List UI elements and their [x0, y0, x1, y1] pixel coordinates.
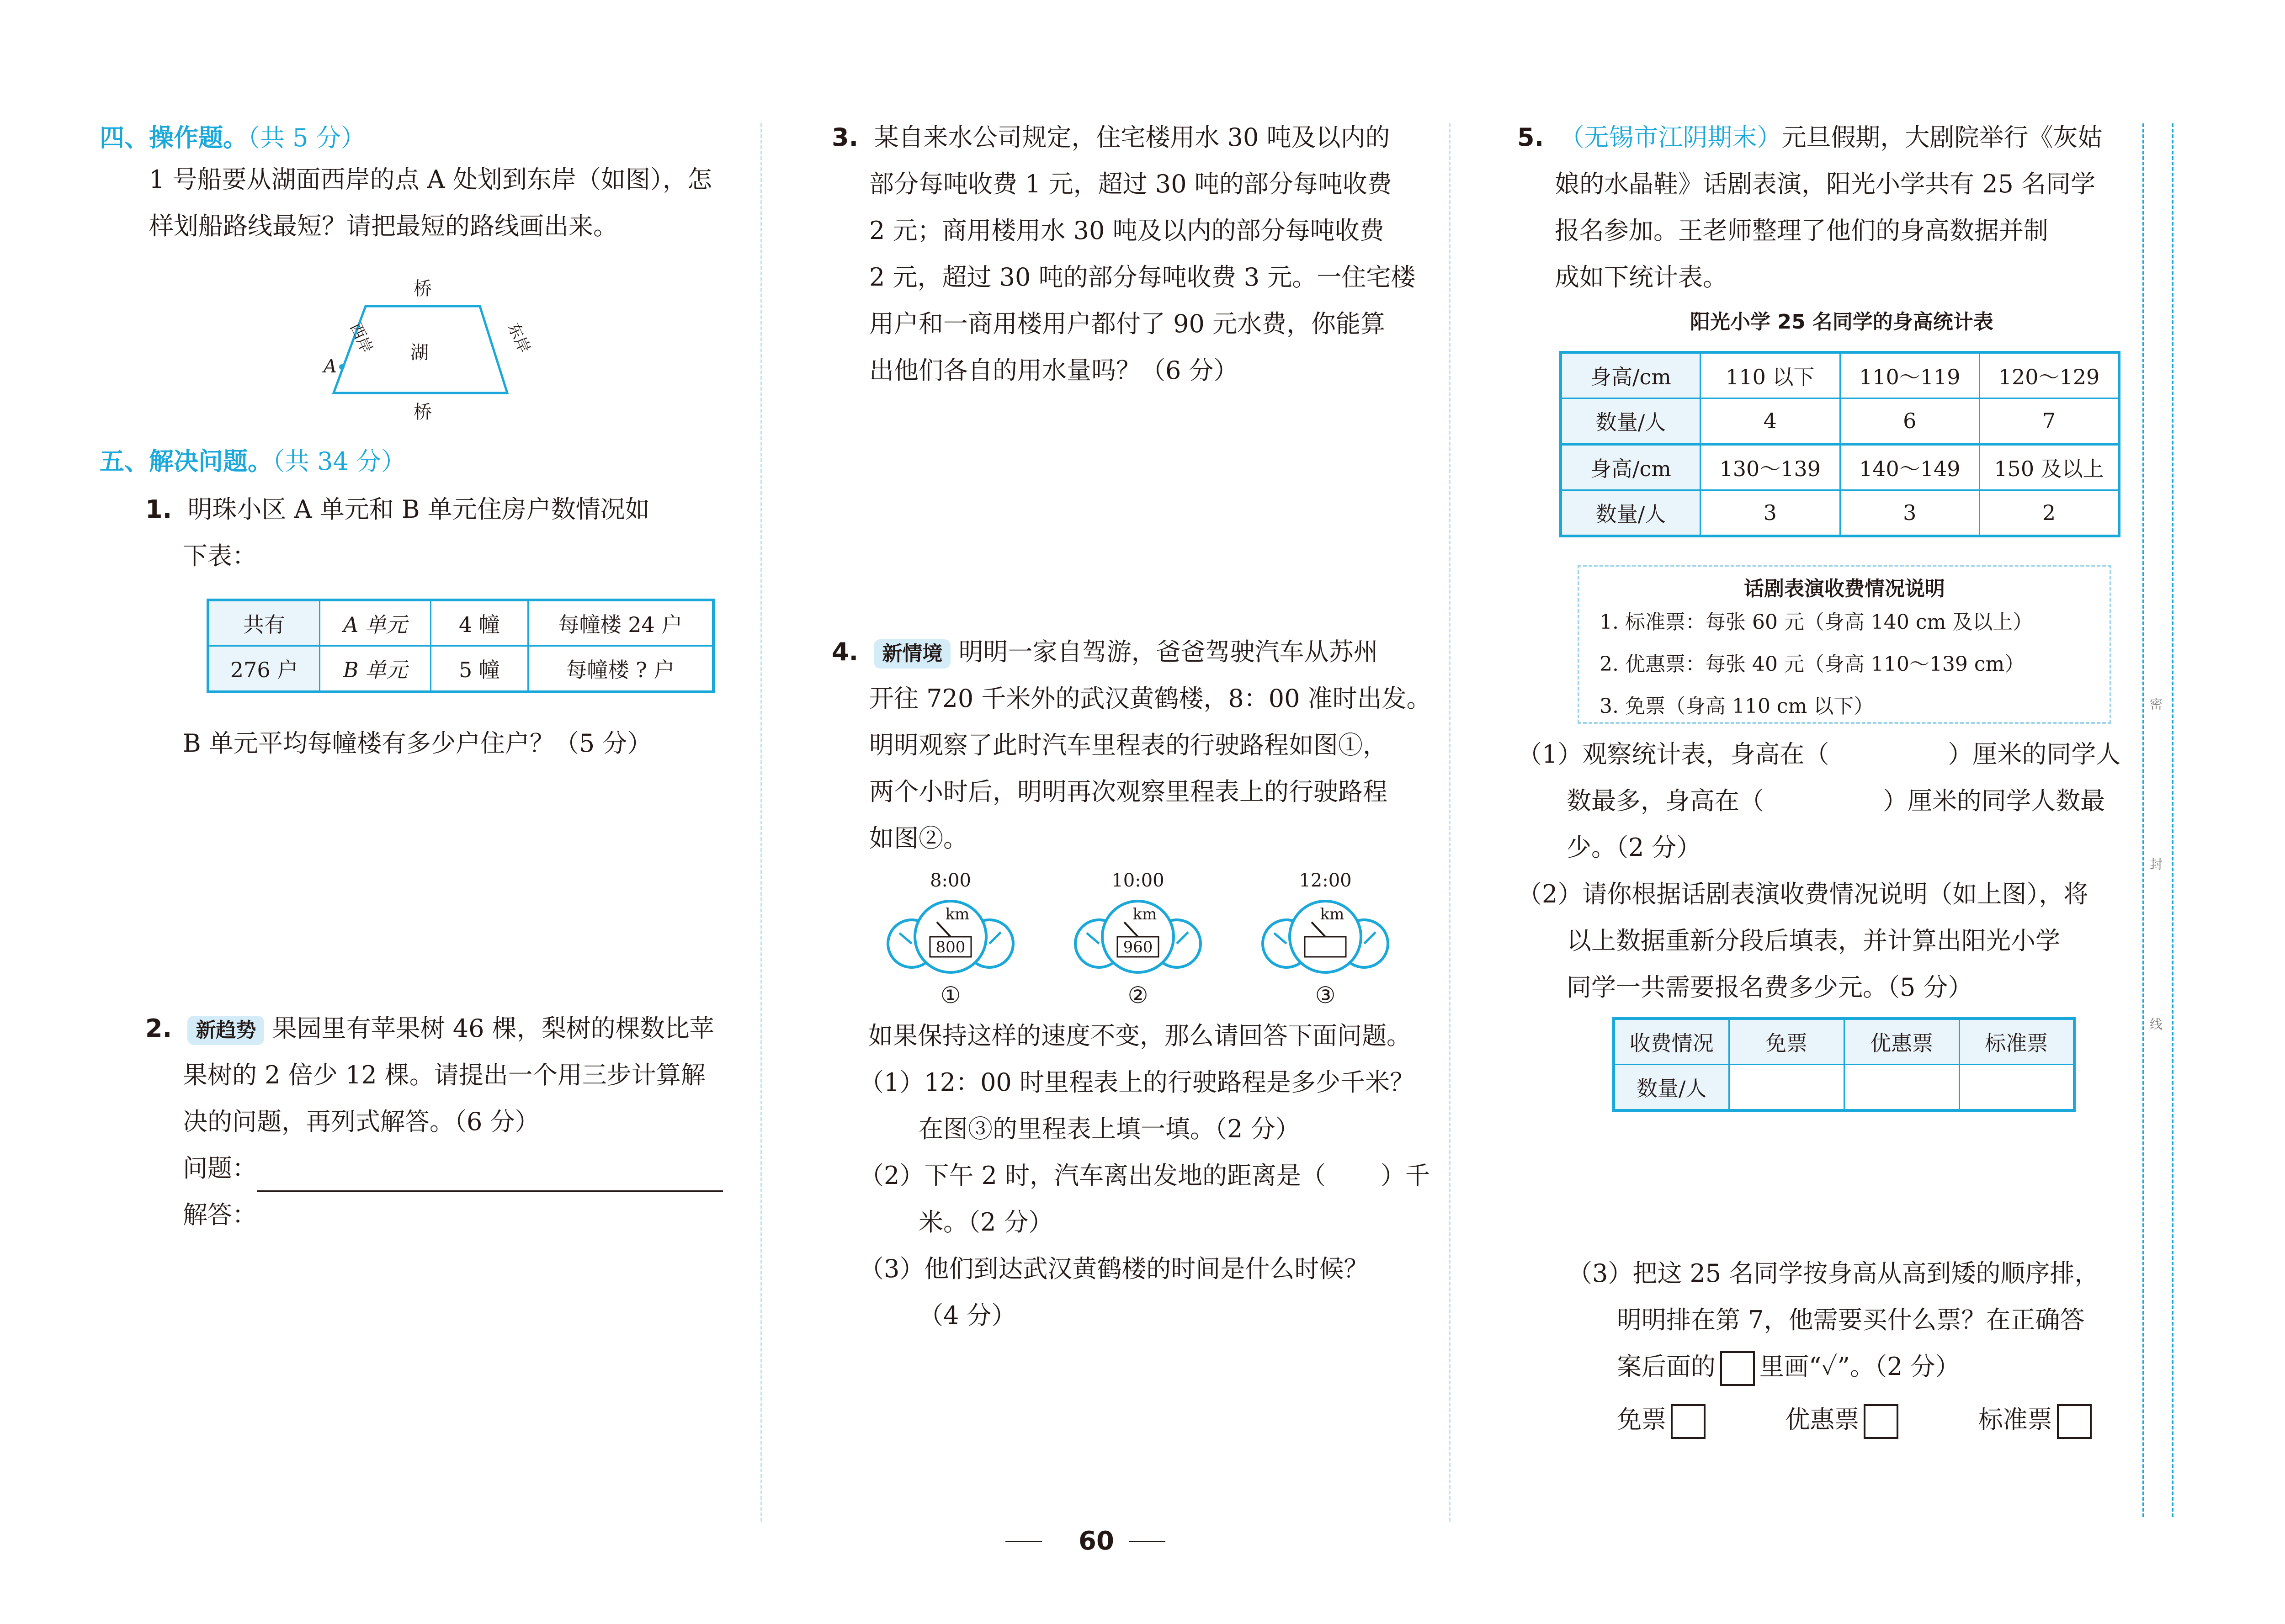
table-cell: 优惠票 [1844, 1019, 1959, 1065]
question-1 [145, 486, 749, 579]
table-cell: 276 户 [208, 646, 320, 692]
section-five-header [100, 443, 749, 480]
text-line: （2）下午 2 时，汽车离出发地的距离是（ [859, 1161, 1326, 1190]
question-5 [1517, 114, 2130, 301]
table-row [1561, 490, 2119, 536]
binding-char: 线 [2150, 1017, 2163, 1032]
text-line: 少。（2 分） [1567, 833, 1701, 862]
question-5-sub-1-2 [1517, 731, 2139, 1011]
text-line: 2 元，超过 30 吨的部分每吨收费 3 元。一住宅楼 [869, 263, 1416, 292]
text-line: 数最多，身高在（ [1567, 786, 1764, 815]
page-dash-left [1005, 1541, 1042, 1542]
text-line: 某自来水公司规定，住宅楼用水 30 吨及以内的 [874, 123, 1390, 152]
fee-input-cell[interactable] [1844, 1065, 1959, 1111]
figure-mark: ③ [1315, 982, 1336, 1008]
text-line: 如图②。 [869, 824, 968, 853]
fee-note: 1. 标准票：每张 60 元（身高 140 cm 及以上） [1600, 610, 2033, 634]
text-line: ）厘米的同学人 [1948, 740, 2121, 769]
text-line: 元旦假期，大剧院举行《灰姑 [1781, 123, 2103, 152]
height-table-title: 阳光小学 25 名同学的身高统计表 [1690, 310, 1993, 334]
text-line: 样划船路线最短？请把最短的路线画出来。 [149, 212, 618, 240]
text-line: 米。（2 分） [919, 1208, 1053, 1237]
text-line: 案后面的 [1617, 1352, 1716, 1381]
fee-notes-title: 话剧表演收费情况说明 [1744, 577, 1945, 600]
odometer-1 [888, 870, 1013, 1008]
odometer-figures [882, 868, 1430, 1014]
table-row [208, 646, 713, 692]
table-cell: 3 [1840, 490, 1980, 536]
west-bank-label: 西岸 [346, 320, 376, 356]
odometer-3 [1263, 870, 1388, 1008]
page-dash-right [1129, 1541, 1165, 1542]
table-cell: 每幢楼 24 户 [528, 600, 714, 646]
question-1-ask: B 单元平均每幢楼有多少户住户？（5 分） [183, 729, 652, 758]
table-cell: 7 [1980, 398, 2120, 445]
text-line: 明明观察了此时汽车里程表的行驶路程如图①， [869, 731, 1387, 759]
table-cell: 120～129 [1980, 352, 2120, 398]
table-cell: B 单元 [320, 646, 431, 692]
table-cell: 6 [1840, 398, 1980, 445]
source-label: （无锡市江阴期末） [1559, 123, 1782, 152]
odometer-answer-box[interactable] [1305, 937, 1346, 957]
odometer-time: 12:00 [1299, 870, 1352, 891]
page-number: 60 [1079, 1526, 1114, 1556]
fee-input-cell[interactable] [1729, 1065, 1844, 1111]
table-cell: A 单元 [320, 600, 431, 646]
table-cell: 4 [1700, 398, 1840, 445]
table-cell: 2 [1980, 490, 2120, 536]
section-title: 五、解决问题。 [100, 447, 272, 476]
odometer-unit: km [1132, 905, 1157, 923]
table-cell: 140～149 [1840, 444, 1980, 490]
binding-char: 密 [2150, 697, 2163, 712]
east-bank-label: 东岸 [504, 320, 534, 356]
lake-figure[interactable] [315, 270, 544, 425]
table-cell: 4 幢 [431, 600, 528, 646]
text-line: 1 号船要从湖面西岸的点 A 处划到东岸（如图），怎 [149, 165, 712, 194]
checkbox-sample [1720, 1351, 1755, 1386]
lake-label: 湖 [410, 342, 429, 363]
text-line: 决的问题，再列式解答。（6 分） [183, 1107, 540, 1136]
table-cell: 数量/人 [1614, 1065, 1729, 1111]
odometer-time: 8:00 [930, 870, 971, 891]
answer-label: 解答： [183, 1200, 257, 1229]
option-checkbox-free[interactable] [1671, 1404, 1706, 1439]
binding-margin [2142, 123, 2173, 1517]
table-row [1614, 1065, 2074, 1111]
section-points: （共 34 分） [272, 447, 406, 476]
text-line: 以上数据重新分段后填表，并计算出阳光小学 [1567, 926, 2060, 955]
text-line: 开往 720 千米外的武汉黄鹤楼，8：00 准时出发。 [869, 684, 1431, 713]
text-line: 在图③的里程表上填一填。（2 分） [919, 1115, 1300, 1143]
question-3 [832, 114, 1444, 394]
table-cell: 110～119 [1840, 352, 1980, 398]
table-cell: 标准票 [1959, 1019, 2074, 1065]
odometer-time: 10:00 [1111, 870, 1164, 891]
question-number: 4. [832, 637, 859, 666]
table-cell: 身高/cm [1561, 444, 1700, 490]
point-a-label: A [324, 356, 337, 377]
section-points: （共 5 分） [248, 123, 366, 152]
question-text [149, 156, 749, 249]
text-line: 明明排在第 7，他需要买什么票？在正确答 [1617, 1306, 2085, 1334]
table-row [208, 600, 713, 646]
question-4-subs [859, 1013, 1453, 1339]
text-line: （1）12：00 时里程表上的行驶路程是多少千米？ [859, 1068, 1414, 1097]
option-checkbox-standard[interactable] [2057, 1404, 2092, 1439]
text-line: 下表： [183, 541, 257, 570]
text-line: 成如下统计表。 [1555, 263, 1727, 292]
text-line: （1）观察统计表，身高在（ [1517, 740, 1829, 769]
column-divider [760, 123, 762, 1522]
fee-note: 2. 优惠票：每张 40 元（身高 110～139 cm） [1600, 653, 2025, 676]
housing-table [207, 599, 715, 693]
odometer-unit: km [1320, 905, 1344, 923]
text-line: 果树的 2 倍少 12 棵。请提出一个用三步计算解 [183, 1061, 706, 1089]
text-line: 娘的水晶鞋》话剧表演，阳光小学共有 25 名同学 [1555, 170, 2096, 198]
option-label: 标准票 [1978, 1405, 2052, 1434]
text-line: 出他们各自的用水量吗？（6 分） [869, 356, 1238, 385]
text-line: 明明一家自驾游，爸爸驾驶汽车从苏州 [958, 637, 1378, 666]
text-line: 如果保持这样的速度不变，那么请回答下面问题。 [868, 1021, 1411, 1050]
figure-mark: ① [940, 982, 961, 1008]
text-line: 两个小时后，明明再次观察里程表上的行驶路程 [869, 777, 1387, 806]
text-line: 报名参加。王老师整理了他们的身高数据并制 [1555, 216, 2048, 245]
table-row [1561, 352, 2119, 398]
section-four [100, 120, 749, 249]
new-context-tag: 新情境 [874, 639, 951, 669]
table-cell: 身高/cm [1561, 352, 1700, 398]
new-trend-tag: 新趋势 [187, 1016, 264, 1045]
height-table [1559, 351, 2120, 537]
table-cell: 5 幢 [431, 646, 528, 692]
fee-notes-box [1578, 565, 2111, 724]
question-5-sub-3 [1568, 1250, 2143, 1443]
odometer-reading: 960 [1123, 938, 1153, 956]
fee-input-cell[interactable] [1959, 1065, 2074, 1111]
table-row [1561, 444, 2119, 490]
table-cell: 共有 [208, 600, 320, 646]
option-label: 免票 [1617, 1405, 1666, 1434]
text-line: 同学一共需要报名费多少元。（5 分） [1567, 973, 1973, 1002]
bridge-top-label: 桥 [414, 278, 432, 299]
text-line: （2）请你根据话剧表演收费情况说明（如上图），将 [1517, 880, 2088, 908]
table-cell: 150 及以上 [1980, 444, 2120, 490]
table-cell: 110 以下 [1700, 352, 1840, 398]
table-row [1614, 1019, 2074, 1065]
question-number: 3. [832, 123, 859, 152]
text-line: 果园里有苹果树 46 棵，梨树的棵数比苹 [272, 1014, 714, 1043]
point-a-marker [339, 364, 345, 370]
text-line: 明珠小区 A 单元和 B 单元住房户数情况如 [187, 495, 650, 524]
figure-mark: ② [1127, 982, 1148, 1008]
text-line: 里画“✓”。（2 分） [1759, 1352, 1960, 1381]
odometer-reading: 800 [935, 938, 966, 956]
question-number: 2. [145, 1014, 172, 1043]
fee-table [1612, 1017, 2076, 1112]
text-line: 部分每吨收费 1 元，超过 30 吨的部分每吨收费 [869, 170, 1392, 198]
bridge-bottom-label: 桥 [414, 402, 432, 423]
odometer-2 [1075, 870, 1201, 1008]
text-line: （4 分） [919, 1301, 1016, 1330]
table-cell: 免票 [1729, 1019, 1844, 1065]
table-cell: 130～139 [1700, 444, 1840, 490]
question-4 [832, 629, 1444, 862]
text-line: （3）他们到达武汉黄鹤楼的时间是什么时候？ [859, 1254, 1369, 1283]
table-cell: 每幢楼 ? 户 [528, 646, 714, 692]
text-line: ）厘米的同学人数最 [1883, 786, 2105, 815]
odometer-unit: km [945, 905, 970, 923]
table-row [1561, 398, 2119, 445]
option-label: 优惠票 [1785, 1405, 1860, 1434]
text-line: 用户和一商用楼用户都付了 90 元水费，你能算 [869, 309, 1386, 338]
table-cell: 收费情况 [1614, 1019, 1729, 1065]
question-2 [145, 1005, 753, 1238]
table-cell: 3 [1700, 490, 1840, 536]
fee-note: 3. 免票（身高 110 cm 以下） [1600, 695, 1874, 718]
question-number: 1. [145, 495, 172, 524]
question-number: 5. [1517, 123, 1544, 152]
text-line: （3）把这 25 名同学按身高从高到矮的顺序排， [1568, 1259, 2099, 1288]
binding-char: 封 [2150, 857, 2163, 872]
option-checkbox-discount[interactable] [1864, 1404, 1898, 1439]
text-line: 2 元；商用楼用水 30 吨及以内的部分每吨收费 [869, 216, 1384, 245]
question-label: 问题： [183, 1154, 257, 1183]
answer-line[interactable] [257, 1166, 723, 1192]
table-cell: 数量/人 [1561, 490, 1700, 536]
section-title: 四、操作题。 [100, 123, 248, 152]
table-cell: 数量/人 [1561, 398, 1700, 445]
text-line: ）千 [1381, 1161, 1430, 1190]
